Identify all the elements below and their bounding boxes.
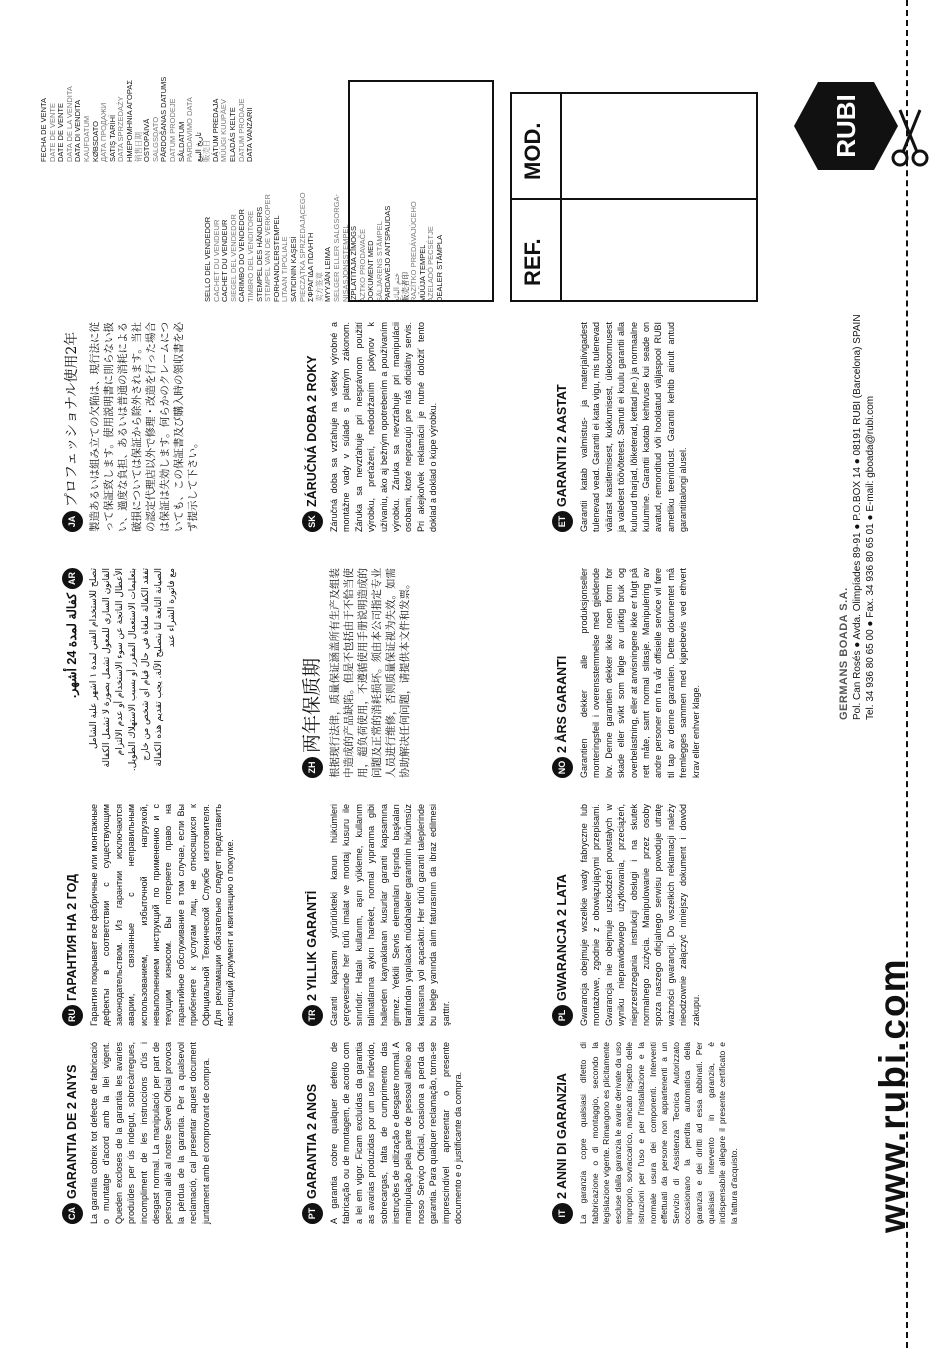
company-contact: Tel. 34 936 80 65 00 ● Fax. 34 936 80 65 01 ● E-mail: gboada@rubi.com	[865, 395, 876, 720]
stamp-label: DATE DE VENTE	[47, 102, 57, 162]
company-name: GERMANS BOADA S.A.	[838, 587, 850, 720]
stamp-label: NISASJONSSTEMPEL	[340, 224, 350, 302]
stamp-label: PARDAVIMO DATA	[185, 97, 195, 162]
company-address: Pol. Can Rosés ● Avda. Olimpíades 89-91 ● P.O.BOX 14 ● 08191 RUBI (Barcelona) SPAIN	[852, 314, 863, 720]
section-title: GARANTIA 2 ANOS	[305, 1083, 320, 1199]
scissors-icon	[890, 108, 930, 168]
stamp-label: STEMPEL DES HÄNDLERS	[254, 206, 264, 302]
stamp-label: SELLO DEL VENDEDOR	[203, 216, 212, 302]
stamp-label: 卖方签章	[314, 272, 324, 302]
stamp-label: STEMPEL VAN DE VERKOPER	[263, 194, 273, 302]
stamp-label: 销售日期	[133, 132, 143, 162]
stamp-label: DATA SPRZEDAŻY	[116, 96, 126, 162]
stamp-label: OSTOPÄIVÄ	[142, 118, 152, 162]
section-header	[62, 1042, 83, 1224]
section-ca	[62, 1042, 212, 1224]
stamp-label: CACHET DU VENDEUR	[211, 219, 221, 302]
stamp-label: LITAAN TIPOLIALE	[280, 236, 290, 302]
section-pt	[302, 1042, 464, 1224]
stamp-label: DATE DE VENTE	[56, 102, 66, 162]
section-header	[552, 568, 573, 778]
section-header	[302, 568, 323, 778]
section-title: ГАРАНТИЯ НА 2 ГОД	[65, 873, 80, 1001]
section-title: كفالة لمدة 24 أشهر.	[65, 593, 80, 699]
section-title: 2 YILLIK GARANTİ	[305, 890, 320, 1001]
stamp-label: MYYJÄN LEIMA	[323, 246, 333, 302]
language-badge: IT	[552, 1203, 573, 1224]
section-title: 两年保质期	[301, 657, 324, 753]
rubi-logo	[792, 80, 900, 172]
stamp-label: IZPLATITAJA ZĪMOGS	[349, 226, 359, 302]
stamp-label: DATUM PRODEJE	[167, 98, 177, 162]
language-badge: CA	[62, 1203, 83, 1224]
section-body: Garanti kapsamı yürürlükteki kanun hükümleri çerçevesinde her türlü imalat ve montaj kusuru ile sınırlıdır. Hatalı kullanım, aşırı yükleme, kullanım talimatlarına aykırı hareket, normal yıpranma gibi hallerden kaynaklanan kusurlar garanti kapsamına girmez. Yetkili Servis elemanları dışında başkaları tarafından yapılacak müdahaleler garantinin hükümsüz kalmasına yol açacaktır. Her türlü garanti taleplerinde bu belge yanında alım faturasının da ibraz edilmesi şarttır.	[329, 804, 451, 1026]
section-et	[552, 322, 690, 532]
section-ar	[62, 568, 179, 778]
stamp-label: SALGSDATO	[150, 116, 160, 162]
section-no	[552, 568, 702, 778]
stamp-label: AZELADÓ PECSÉTJE	[426, 226, 436, 302]
stamp-label: AZTKO PRODAVAČE	[357, 228, 367, 302]
company-info	[838, 314, 877, 720]
stamp-label: DATA VANZARII	[245, 107, 255, 162]
section-title: 2 ÅRS GARANTI	[555, 655, 570, 753]
stamp-label: SATICININ KAŞESİ	[288, 236, 298, 302]
section-body: La garantia cobreix tot defecte de fabricació o muntatge d'acord amb la llei vigent. Queden excloses de la garantia les avaries produïdes per ús indegut, sobrecàrregues, incompliment de les instruccions d'ús i desgast normal. La manipulació per part de personal aliè al nostre Servei Oficial provoca la pèrdua de la garantia. Per a qualsevol reclamació, cal presentar aquest document juntament amb el comprovant de compra.	[89, 1042, 211, 1224]
stamp-label: 販売日	[202, 139, 212, 162]
section-body: Garantii katab valmistus- ja materjalivigadest tulenevad vead. Garantii ei kata vigu, mis tulenevad väärast kasitlemisest, kukkumisest, ülekoormusest ja valedest töövõtetest. Samuti ei kuulu garantii alla kulunud tharjad, lõiketerad, kettad jne.) ja normaalne kulumine. Garantii kaotab kehtivuse kui seade on avatud, remonditud või hooldatud väljaspool RUBI ametliku teenindust. Garantii kehtib ainult antud garantiitalongi alusel.	[579, 322, 689, 532]
language-badge: ZH	[302, 757, 323, 778]
section-header	[302, 804, 323, 1026]
section-header	[302, 322, 323, 532]
language-badge: SK	[302, 511, 323, 532]
stamp-label: DATUM PRODAJE	[236, 98, 246, 162]
language-badge: AR	[62, 568, 83, 589]
stamp-label: PĀRDOŠANAS DATUMS	[159, 76, 169, 162]
logo-text: RUBI	[831, 94, 861, 158]
language-badge: JA	[62, 511, 83, 532]
section-body: تصلح للاستخدام الفني لمدة ١ اشهر علبة الشامل القانون الساري للمعول تشمل بصورة لا تشمل الكفالة الأعطال الناتجة عن سوء الاستخدام أو عدم الالتزام بتعليمات الاستعمال المقرر أو بسبب الاستهلاك الطويل. تفقد الكفالة ملغاة في حال قيام أي شخص من خارج الصيانة التابعة لنا بتصليح الآلة. يجب تقديم هذه الكفالة مع فاتورة الشراء عند	[89, 568, 177, 772]
section-zh	[302, 568, 412, 778]
section-sk	[302, 322, 440, 532]
ref-mod-divider	[512, 198, 756, 200]
stamp-label: ELADÁS KELTE	[228, 107, 238, 162]
stamp-label: DATA DE LA VENDITA	[64, 86, 74, 162]
stamp-label: MÜÜGI KUUPÄEV	[219, 99, 229, 162]
stamp-label: TIMBRO DEL VENDITORE	[245, 210, 255, 302]
stamp-label: SÄLJARENS STÄMPEL	[374, 221, 384, 302]
website-url: www.rubi.com	[872, 957, 913, 1233]
section-body: La garanzia copre qualsiasi difetto di fabbricazione o di montaggio, secondo la legislazione vigente. Rimangono es plicitamente escluse dalla garanzia le avarie derivate da uso improprio, sovraccarico, mancato rispetto delle istruzioni per l'uso e per l'installazione e la normale usura dei componenti. Interventi effettuati da persone non appartenenti a un Servizio di Assistenza Tecnica Autorizzato occasionano la perdita automatica della garanzia e dei diritti ad essa abbinati. Per qualsiasi intervento in garanzia, è indispensabile allegare il presente certificato e la fattura d'acquisto.	[578, 1042, 739, 1224]
section-title: ZÁRUČNÁ DOBA 2 ROKY	[305, 355, 320, 507]
section-header	[62, 568, 83, 778]
stamp-label: تاريخ البيع	[193, 132, 203, 162]
stamp-label: MÜÜJA TEMPEL	[417, 244, 427, 302]
stamp-label: RAZÍTKO PREDÁVAJÚCEHO	[409, 201, 419, 302]
section-pl	[552, 804, 702, 1026]
section-title: 2 ANNI DI GARANZIA	[555, 1073, 570, 1199]
section-ru	[62, 804, 237, 1026]
stamp-label: PARDAVĖJO ANTSPAUDAS	[383, 205, 393, 302]
stamp-label: DEALER STÄMPLA	[435, 234, 445, 302]
section-body: Garantien dekker alle produksjonseller monteringsfeil i overensstemmelse med gjeldende lov. Denne garantien dekker ikke noen form for skade eller svikt som følge av uriktig bruk og overbelastning, eller at anvisningene ikke er fulgt på rett måte, samt normal slitasje. Manipulering av andre personer enn fra vår offisielle service vil føre til tap av denne garantien. Dette dokumentet må fremlegges sammen med kjøpebevis ved ethvert krav eller enhver klage.	[579, 568, 701, 778]
stamp-label: ΗΜΕΡΟΜΗΝΙΑ ΑΓΟΡΑΣ	[124, 80, 134, 162]
seller-stamp-box	[348, 80, 494, 302]
section-body: 製造あるいは組み立ての欠陥は、現行法に従って保証致します。使用説明書に則らない扱い、過度な負担、あるいは普通の消耗による破損については保証から除外されます。当社の認定代理店以外で修理・改造を行った場合は保証は失効します。何らかのクレームについても、この保証書及び購入時の領収書を必ず提示して下さい。	[89, 322, 199, 532]
stamp-label: FORHANDLERSTEMPEL	[271, 215, 281, 302]
language-badge: PL	[552, 1005, 573, 1026]
section-body: Гарантия покрывает все фабричные или монтажные дефекты в соответствии с существующим законодательством. Из гарантии исключаются аварии, связанные с неправильным использованием, избыточной нагрузкой, невыполнением инструкций по применению и с текущим износом. Вы потеряете право на гарантийное обслуживание в том случае, если Вы прибегнете к услугам лиц, не относящихся к Официальной Технической Службе изготовителя. Для рекламации обязательно следует представить настоящий документ и квитанцию о покупке.	[89, 804, 236, 1026]
ref-label: REF.	[520, 238, 545, 286]
stamp-label: DATA DI VENDITA	[73, 99, 83, 162]
sale-date-labels	[40, 77, 255, 162]
section-header	[62, 322, 83, 532]
section-title: プロフェッショナル使用2年	[64, 331, 81, 507]
section-title: GARANTIA DE 2 ANYS	[65, 1064, 80, 1199]
mod-label: MOD.	[520, 122, 545, 180]
section-tr	[302, 804, 452, 1026]
stamp-label: KAUFDATUM	[81, 115, 91, 162]
stamp-label: SATIŞ TARİHİ	[107, 114, 117, 162]
stamp-label: SELGER ELLER SALGSORGA-	[331, 194, 341, 302]
language-badge: ET	[552, 511, 573, 532]
stamp-label: ДАТА ПРОДАЖИ	[99, 102, 109, 162]
section-header	[62, 804, 83, 1026]
ref-mod-box	[510, 92, 758, 302]
section-ja	[62, 322, 200, 532]
section-title: GARANTII 2 AASTAT	[555, 384, 570, 507]
section-header	[302, 1042, 323, 1224]
section-header	[552, 322, 573, 532]
language-badge: RU	[62, 1005, 83, 1026]
stamp-label: CARIMBO DO VENDEDOR	[237, 209, 247, 302]
section-body: 根据现行法律，质量保证涵盖所有生产及组装中造成的产品缺陷。但是不包括由于不恰当使用，超负荷使用，不遵循使用手册说明造成的问题及正常的消耗损坏。须由本公司指定专业人员进行维修，否则质量保证视为失效。如需协助解决任何问题，请提供本文件和发票。	[329, 568, 411, 778]
stamp-label: FECHA DE VENTA	[39, 97, 48, 162]
stamp-label: 販売者印	[400, 272, 410, 302]
stamp-label: ΣΦΡΑΓΙΔΑ ΠΩΛΗΤΗ	[306, 232, 316, 302]
stamp-label: CACHET DU VENDEUR	[220, 219, 230, 302]
section-body: Záručná doba sa vzťahuje na všetky výrobné a montážne vady v súlade s platným zákonom. Záruka sa nevzťahuje pri nesprávnom použití výrobku, preťažení, nedodržaním pokynov k užívaniu, ako aj bežným opotrebením a používaním výrobku. Záruka sa nevzťahuje pri manipulácii osobami, ktoré nepracujú pre náš oficiálny servis. Pri akejkoľvek reklamácii je nutné doložiť tento doklad a doklad o kúpe výrobku.	[329, 322, 439, 532]
stamp-label: SIEGEL DEL VENDEDOR	[228, 214, 238, 302]
language-badge: TR	[302, 1005, 323, 1026]
stamp-label: PIECZĄTKA SPRZEDAJĄCEGO	[297, 192, 307, 302]
section-header	[552, 1042, 573, 1224]
stamp-label: SÅLDATUM	[176, 121, 186, 162]
cut-line	[906, 0, 908, 1348]
stamp-label: DÁTUM PREDAJA	[210, 98, 220, 162]
section-title: GWARANCJA 2 LATA	[555, 874, 570, 1001]
stamp-label: KØBSDATO	[90, 121, 100, 162]
stamp-label: DOKUMENT MED	[366, 240, 376, 302]
stamp-label: ختم البائع	[392, 273, 402, 302]
language-badge: PT	[302, 1203, 323, 1224]
section-it	[552, 1042, 740, 1224]
section-body: A garantia cobre qualquer defeito de fabricação ou de montagem, de acordo com a lei em vigor. Ficam excluídas da garantia as avarias produzidas por um uso indevido, sobrecargas, falta de cumprimento das instruções de utilização e desgaste normal. A manipulação pela parte de pessoal alheio ao nosso Serviço Oficial, ocasiona a perda da garantia. Para qualquer reclamação, torna-se imprescindível apresentar o presente documento e o justificante da compra.	[329, 1042, 464, 1224]
language-badge: NO	[552, 757, 573, 778]
section-body: Gwarancja obejmuje wszelkie wady fabryczne lub montażowe, zgodnie z obowiązującymi przepisami. Gwarancja nie obejmuje uszkodzeń powstałych w wyniku nieprawidłowego użytkowania, przeciążeń, nieprzestrzegania instrukcji obsługi i na skutek normalnego zużycia. Manipulowanie przez osoby spoza naszego oficjalnego serwisu powoduje utratę ważności gwarancji. Do wszelkich reklamacji należy nieodzownie załączyć niniejszy dokument i dowód zakupu.	[579, 804, 701, 1026]
section-header	[552, 804, 573, 1026]
